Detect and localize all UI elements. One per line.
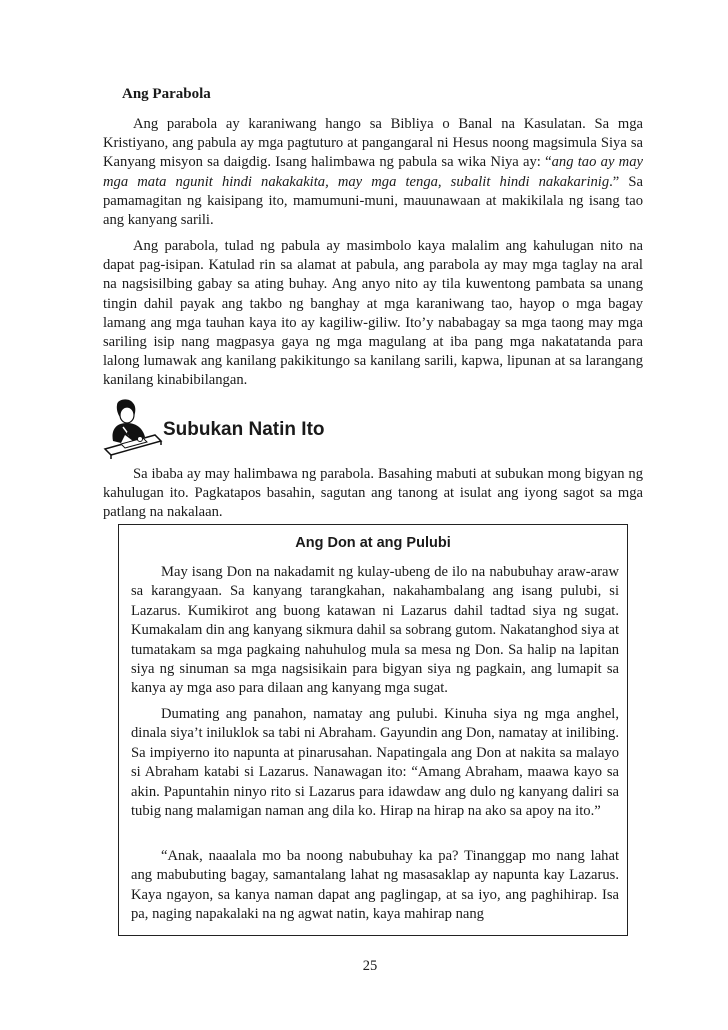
story-paragraph (131, 563, 619, 699)
activity-instructions (103, 465, 643, 523)
parable-quote: ang tao ay may mga mata ngunit hindi nakakakita, may mga tenga, subalit hindi nakakarinig (103, 154, 643, 190)
story-box (118, 524, 628, 936)
intro-text-end: .” Sa pamamagitan ng kaisipang ito, mamumuni-muni, mauunawaan at makikilala ng isang tao ang kanyang sarili. (103, 173, 643, 229)
student-writing-icon (103, 397, 163, 459)
story-title: Ang Don at ang Pulubi (295, 535, 451, 551)
intro-text-start: Ang parabola ay karaniwang hango sa Bibliya o Banal na Kasulatan. Sa mga Kristiyano, ang pabula ay mga pagtuturo at pangangaral ni Hesus noong magsimula Siya sa Kanyang misyon sa daigdig. Isang halimbawa ng pabula sa wika Niya ay: “ (103, 116, 643, 171)
parabola-description-paragraph (103, 237, 643, 391)
intro-paragraph (103, 115, 643, 230)
story-paragraph-text: May isang Don na nakadamit ng kulay-ubeng de ilo na nabubuhay araw-araw sa karangyaan. Sa kanyang tarangkahan, nakahambalang ang isang pulubi, si Lazarus. Kumikirot ang buong katawan ni Lazarus dahil tadtad siya ng sugat. Kumakalam din ang kanyang sikmura dahil sa sobrang gutom. Nakatanghod siya at tumatakam sa mga pagkaing nahuhulog mula sa mesa ng Don. Sa halip na lapitan siya ng sinuman sa mga nagsisikain para bigyan siya ng pagkain, ang lumapit sa kanya ay mga aso para dilaan ang kanyang mga sugat. (131, 564, 619, 697)
activity-instructions-text: Sa ibaba ay may halimbawa ng parabola. Basahing mabuti at subukan mong bigyan ng kahulugan ito. Pagkatapos basahin, sagutan ang tanong at isulat ang iyong sagot sa mga patlang na nakalaan. (103, 466, 643, 521)
story-paragraph (131, 705, 619, 821)
parabola-description-text: Ang parabola, tulad ng pabula ay masimbolo kaya malalim ang kahulugan nito na dapat pag-isipan. Katulad rin sa alamat at pabula, ang parabola ay may mga taglay na aral na nagsisilbing gabay sa ating buhay. Ang anyo nito ay tila kuwentong pambata sa unang tingin dahil payak ang takbo ng banghay at mga karaniwang tao, hayop o mga bagay lamang ang mga tauhan kaya ito ay kagiliw-giliw. Ito’y nababagay sa mga taong may mga sariling isip nang magpasya gaya ng mga magulang at iba pang mga nakatatanda para lalong lumawak ang kanilang pakikitungo sa kanilang sarili, kapwa, lipunan at sa larangang kanilang kinabibilangan. (103, 238, 643, 389)
activity-title: Subukan Natin Ito (163, 419, 325, 440)
section-title: Ang Parabola (122, 86, 211, 102)
story-paragraph (131, 847, 619, 925)
story-paragraph-text: “Anak, naaalala mo ba noong nabubuhay ka pa? Tinanggap mo nang lahat ang mabubuting bagay, samantalang lahat ng masasaklap ay napunta kay Lazarus. Kaya ngayon, sa kanya naman dapat ang paglingap, at sa iyo, ang paghihirap. Isa pa, naging napakalaki na ng agwat natin, kaya mahirap nang (131, 848, 619, 923)
activity-heading (103, 397, 643, 465)
story-paragraph-text: Dumating ang panahon, namatay ang pulubi. Kinuha siya ng mga anghel, dinala siya’t iniluklok sa tabi ni Abraham. Gayundin ang Don, namatay at inilibing. Sa impiyerno ito napunta at pinarusahan. Napatingala ang Don at nakita sa malayo si Abraham katabi si Lazarus. Nanawagan ito: “Amang Abraham, maawa kayo sa akin. Papuntahin ninyo rito si Lazarus para idawdaw ang dulo ng kanyang daliri sa tubig nang malamigan naman ang dila ko. Hirap na hirap na ako sa apoy na ito.” (131, 706, 619, 820)
page-number: 25 (362, 958, 378, 974)
